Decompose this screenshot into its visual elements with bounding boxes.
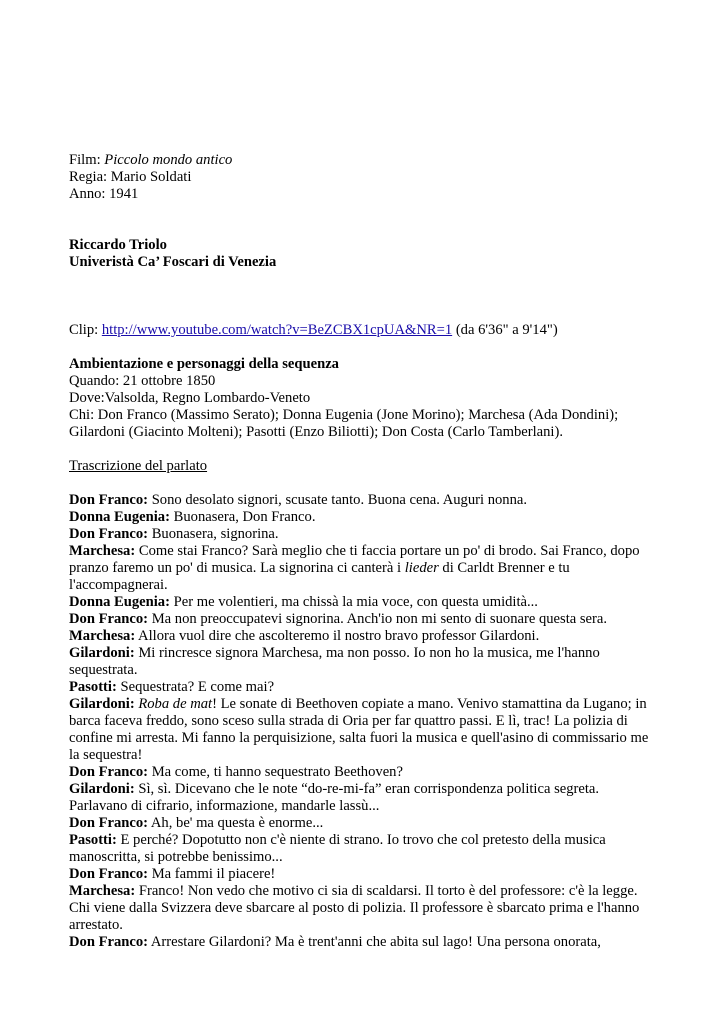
speaker-name: Donna Eugenia: <box>69 509 170 525</box>
dialogue-line <box>69 781 659 815</box>
dialogue-line <box>69 492 659 509</box>
setting-chi: Chi: Don Franco (Massimo Serato); Donna Eugenia (Jone Morino); Marchesa (Ada Dondini); Gilardoni (Giacinto Molteni); Pasotti (Enzo Biliotti); Don Costa (Carlo Tamberlani). <box>69 407 619 440</box>
speech-italic: lieder <box>404 560 439 576</box>
speech-text: Arrestare Gilardoni? Ma è trent'anni che abita sul lago! Una persona onorata, <box>148 934 601 950</box>
transcript-dialogue <box>69 492 659 951</box>
speaker-name: Gilardoni: <box>69 781 135 797</box>
setting-quando: Quando: 21 ottobre 1850 <box>69 373 216 389</box>
speech-text: Ma non preoccupatevi signorina. Anch'io non mi sento di suonare questa sera. <box>148 611 608 627</box>
speech-text: Ma fammi il piacere! <box>148 866 276 882</box>
dialogue-line <box>69 509 659 526</box>
clip-label: Clip: <box>69 322 102 338</box>
speech-italic: Roba de mat <box>138 696 213 712</box>
regia-line: Regia: Mario Soldati <box>69 169 192 185</box>
dialogue-line <box>69 594 659 611</box>
speaker-name: Don Franco: <box>69 934 149 950</box>
speech-text: Allora vuol dire che ascolteremo il nostro bravo professor Gilardoni. <box>135 628 540 644</box>
dialogue-line <box>69 645 659 679</box>
speaker-name: Don Franco: <box>69 492 149 508</box>
dialogue-line <box>69 934 659 951</box>
dialogue-line <box>69 866 659 883</box>
anno-line: Anno: 1941 <box>69 186 139 202</box>
speaker-name: Marchesa: <box>69 543 136 559</box>
document-page <box>69 152 659 951</box>
speech-text: Sono desolato signori, scusate tanto. Buona cena. Auguri nonna. <box>148 492 528 508</box>
speaker-name: Pasotti: <box>69 679 117 695</box>
speech-text: Buonasera, signorina. <box>148 526 279 542</box>
speech-text: Ah, be' ma questa è enorme... <box>148 815 324 831</box>
speaker-name: Pasotti: <box>69 832 117 848</box>
speaker-name: Marchesa: <box>69 628 136 644</box>
author-block <box>69 237 659 271</box>
speech-text: Per me volentieri, ma chissà la mia voce, con questa umidità... <box>169 594 538 610</box>
speaker-name: Don Franco: <box>69 764 149 780</box>
film-label: Film: <box>69 152 105 168</box>
speech-text: Sì, sì. Dicevano che le note “do-re-mi-fa” eran corrispondenza politica segreta. Parlavano di cifrario, informazione, mandarle lassù... <box>69 781 600 814</box>
speech-text: Come stai Franco? Sarà meglio che ti faccia portare un po' di brodo. Sai Franco, dopo pranzo faremo un po' di musica. La signorina ci canterà i <box>69 543 640 576</box>
speaker-name: Gilardoni: <box>69 645 135 661</box>
speaker-name: Donna Eugenia: <box>69 594 170 610</box>
speaker-name: Don Franco: <box>69 815 149 831</box>
dialogue-line <box>69 679 659 696</box>
dialogue-line <box>69 526 659 543</box>
dialogue-line <box>69 832 659 866</box>
speech-text: Sequestrata? E come mai? <box>116 679 275 695</box>
speech-text-continued: ! Le sonate di Beethoven copiate a mano. Venivo stamattina da Lugano; in barca faceva freddo, sono sceso sulla strada di Oria per far quattro passi. E lì, trac! La polizia di confine mi arresta. Mi fanno la perquisizione, salta fuori la musica e quell'asino di commissario me la sequestra! <box>69 696 649 763</box>
setting-dove: Dove:Valsolda, Regno Lombardo-Veneto <box>69 390 311 406</box>
transcript-heading: Trascrizione del parlato <box>69 458 208 474</box>
dialogue-line <box>69 764 659 781</box>
speaker-name: Don Franco: <box>69 611 149 627</box>
dialogue-line <box>69 611 659 628</box>
speaker-name: Don Franco: <box>69 526 149 542</box>
speech-text: Mi rincresce signora Marchesa, ma non posso. Io non ho la musica, me l'hanno sequestrata. <box>69 645 600 678</box>
dialogue-line <box>69 883 659 934</box>
speech-text-continued: di Carldt Brenner e tu l'accompagnerai. <box>69 560 570 593</box>
clip-line <box>69 322 659 339</box>
speech-text: Buonasera, Don Franco. <box>169 509 316 525</box>
dialogue-line <box>69 543 659 594</box>
setting-block <box>69 356 659 441</box>
speaker-name: Marchesa: <box>69 883 136 899</box>
dialogue-line <box>69 628 659 645</box>
speech-text: Ma come, ti hanno sequestrato Beethoven? <box>148 764 403 780</box>
speaker-name: Don Franco: <box>69 866 149 882</box>
dialogue-line <box>69 815 659 832</box>
setting-heading: Ambientazione e personaggi della sequenza <box>69 356 339 372</box>
clip-range: (da 6'36" a 9'14") <box>452 322 558 338</box>
clip-link[interactable]: http://www.youtube.com/watch?v=BeZCBX1cpUA&NR=1 <box>101 322 453 338</box>
speech-text: E perché? Dopotutto non c'è niente di strano. Io trovo che col pretesto della musica manoscritta, si potrebbe benissimo... <box>69 832 606 865</box>
film-info <box>69 152 659 203</box>
speech-text: Franco! Non vedo che motivo ci sia di scaldarsi. Il torto è del professore: c'è la legge. Chi viene dalla Svizzera deve sbarcare al posto di polizia. Il professore è sbarcato prima e l'hanno arrestato. <box>69 883 640 933</box>
film-title: Piccolo mondo antico <box>104 152 233 168</box>
author-university: Univeristà Ca’ Foscari di Venezia <box>69 254 277 270</box>
film-line <box>69 152 659 169</box>
speaker-name: Gilardoni: <box>69 696 135 712</box>
author-name: Riccardo Triolo <box>69 237 167 253</box>
dialogue-line <box>69 696 659 764</box>
